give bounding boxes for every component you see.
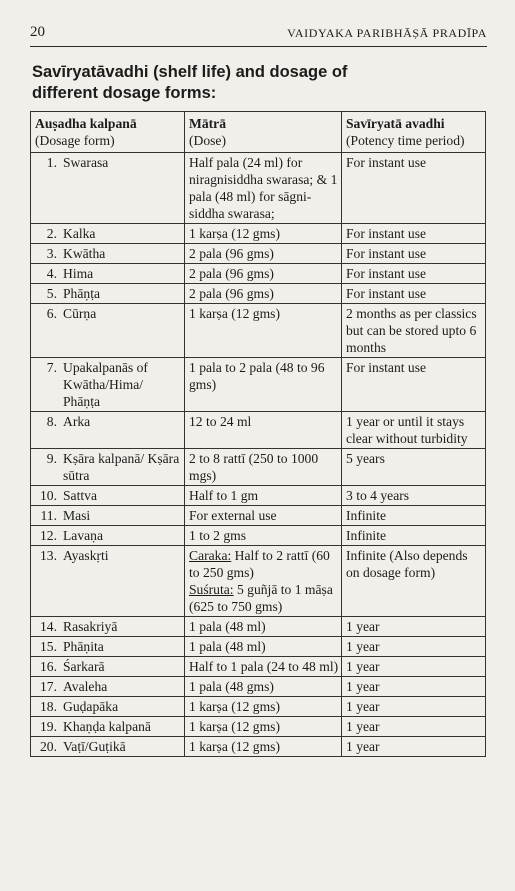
- dosage-form-cell: [31, 617, 185, 637]
- page-header: [30, 22, 487, 47]
- potency-cell: [342, 717, 486, 737]
- dosage-form-cell: [31, 506, 185, 526]
- dosage-form-name: Upakalpanās of Kwātha/Hima/ Phāṇṭa: [63, 360, 148, 409]
- dosage-form-cell: [31, 526, 185, 546]
- potency-cell: [342, 304, 486, 358]
- dose-cell: [185, 449, 342, 486]
- dosage-form-name: Khaṇḍa kalpanā: [63, 719, 151, 734]
- table-row: [31, 657, 486, 677]
- dosage-form-name: Kalka: [63, 226, 96, 241]
- potency-cell: [342, 737, 486, 757]
- dosage-form-cell: [31, 284, 185, 304]
- dosage-form-cell: [31, 264, 185, 284]
- table-row: [31, 264, 486, 284]
- table-row: [31, 284, 486, 304]
- potency-cell: [342, 224, 486, 244]
- dose-cell: [185, 697, 342, 717]
- table-row: [31, 153, 486, 224]
- potency-text: For instant use: [346, 360, 427, 375]
- dose-text: 1 karṣa (12 gms): [189, 699, 280, 714]
- dosage-form-name: Hima: [63, 266, 94, 281]
- dose-cell: [185, 153, 342, 224]
- dosage-form-cell: [31, 244, 185, 264]
- table-row: [31, 304, 486, 358]
- section-title: Savīryatāvadhi (shelf life) and dosage of different dosage forms:: [32, 63, 348, 102]
- dosage-form-cell: [31, 546, 185, 617]
- table-row: [31, 506, 486, 526]
- dose-text: 1 to 2 gms: [189, 528, 247, 543]
- dosage-form-cell: [31, 224, 185, 244]
- row-number: 13.: [40, 548, 57, 563]
- dosage-form-name: Guḍapāka: [63, 699, 119, 714]
- dose-text: 2 pala (96 gms): [189, 246, 274, 261]
- row-number: 1.: [46, 155, 57, 170]
- dosage-form-name: Phāṇita: [63, 639, 104, 654]
- row-number: 12.: [40, 528, 57, 543]
- column-header-subtitle: (Dosage form): [35, 133, 115, 148]
- row-number: 8.: [46, 414, 57, 429]
- potency-text: For instant use: [346, 226, 427, 241]
- table-row: [31, 358, 486, 412]
- table-row: [31, 697, 486, 717]
- dose-cell: [185, 264, 342, 284]
- table-row: [31, 546, 486, 617]
- potency-text: 3 to 4 years: [346, 488, 410, 503]
- potency-cell: [342, 677, 486, 697]
- dose-source-label: Suśruta:: [189, 582, 234, 597]
- column-header-form: [31, 112, 185, 153]
- dosage-form-cell: [31, 717, 185, 737]
- table-row: [31, 617, 486, 637]
- dosage-form-name: Rasakriyā: [63, 619, 118, 634]
- potency-cell: [342, 546, 486, 617]
- dose-text: 2 to 8 rattī (250 to 1000 mgs): [189, 451, 319, 483]
- dosage-form-cell: [31, 449, 185, 486]
- potency-text: 1 year: [346, 659, 380, 674]
- dosage-form-name: Masi: [63, 508, 91, 523]
- dosage-form-name: Sattva: [63, 488, 97, 503]
- dosage-form-name: Vaṭī/Guṭikā: [63, 739, 126, 754]
- column-header-subtitle: (Dose): [189, 133, 226, 148]
- dosage-form-cell: [31, 412, 185, 449]
- row-number: 6.: [46, 306, 57, 321]
- column-header-title: Savīryatā avadhi: [346, 116, 445, 131]
- potency-cell: [342, 617, 486, 637]
- dose-cell: [185, 657, 342, 677]
- column-header-dose: [185, 112, 342, 153]
- dose-cell: [185, 284, 342, 304]
- potency-text: Infinite: [346, 508, 387, 523]
- dosage-form-name: Kṣāra kalpanā/ Kṣāra sūtra: [63, 451, 180, 483]
- row-number: 17.: [40, 679, 57, 694]
- dose-text: Half to 1 pala (24 to 48 ml): [189, 659, 339, 674]
- dosage-form-name: Lavaṇa: [63, 528, 103, 543]
- dosage-form-cell: [31, 677, 185, 697]
- potency-cell: [342, 284, 486, 304]
- potency-text: 1 year: [346, 719, 380, 734]
- dose-cell: [185, 244, 342, 264]
- row-number: 19.: [40, 719, 57, 734]
- dosage-form-name: Swarasa: [63, 155, 109, 170]
- dose-cell: [185, 506, 342, 526]
- column-header-title: Auṣadha kalpanā: [35, 116, 137, 131]
- potency-text: 1 year: [346, 679, 380, 694]
- table-header-row: [31, 112, 486, 153]
- dose-text: 1 karṣa (12 gms): [189, 739, 280, 754]
- potency-cell: [342, 244, 486, 264]
- potency-cell: [342, 657, 486, 677]
- column-header-title: Mātrā: [189, 116, 226, 131]
- row-number: 5.: [46, 286, 57, 301]
- dosage-form-name: Arka: [63, 414, 91, 429]
- dose-text: Half to 2 rattī (60 to 250 gms): [189, 548, 330, 580]
- dose-cell: [185, 526, 342, 546]
- dose-cell: [185, 637, 342, 657]
- row-number: 18.: [40, 699, 57, 714]
- dose-text: 5 guñjā to 1 māṣa (625 to 750 gms): [189, 582, 333, 614]
- potency-cell: [342, 264, 486, 284]
- potency-cell: [342, 637, 486, 657]
- dose-text: 1 pala (48 ml): [189, 639, 266, 654]
- potency-text: 1 year or until it stays clear without turbidity: [346, 414, 468, 446]
- column-header-potency: [342, 112, 486, 153]
- potency-cell: [342, 697, 486, 717]
- dosage-form-cell: [31, 153, 185, 224]
- dose-text: For external use: [189, 508, 277, 523]
- potency-text: 5 years: [346, 451, 385, 466]
- dosage-form-name: Ayaskṛti: [63, 548, 109, 563]
- dose-text: 1 pala to 2 pala (48 to 96 gms): [189, 360, 325, 392]
- dose-cell: [185, 224, 342, 244]
- potency-cell: [342, 486, 486, 506]
- dose-cell: [185, 617, 342, 637]
- dose-text: Half to 1 gm: [189, 488, 259, 503]
- dosage-form-name: Cūrṇa: [63, 306, 97, 321]
- dosage-form-cell: [31, 657, 185, 677]
- column-header-subtitle: (Potency time period): [346, 133, 465, 148]
- row-number: 9.: [46, 451, 57, 466]
- table-row: [31, 737, 486, 757]
- dose-text: 1 karṣa (12 gms): [189, 306, 280, 321]
- potency-text: For instant use: [346, 266, 427, 281]
- dose-text: 1 pala (48 ml): [189, 619, 266, 634]
- table-row: [31, 526, 486, 546]
- potency-text: 1 year: [346, 699, 380, 714]
- row-number: 11.: [40, 508, 57, 523]
- table-row: [31, 224, 486, 244]
- table-row: [31, 717, 486, 737]
- dose-text: 2 pala (96 gms): [189, 266, 274, 281]
- potency-cell: [342, 412, 486, 449]
- dose-text: Half pala (24 ml) for niragnisiddha swarasa; & 1 pala (48 ml) for sāgni-siddha swarasa;: [189, 155, 338, 221]
- row-number: 2.: [46, 226, 57, 241]
- potency-text: 1 year: [346, 739, 380, 754]
- table-row: [31, 637, 486, 657]
- dose-text: 2 pala (96 gms): [189, 286, 274, 301]
- row-number: 4.: [46, 266, 57, 281]
- dosage-form-name: Kwātha: [63, 246, 106, 261]
- dose-cell: [185, 546, 342, 617]
- table-row: [31, 412, 486, 449]
- dose-cell: [185, 717, 342, 737]
- dosage-form-name: Śarkarā: [63, 659, 105, 674]
- potency-cell: [342, 506, 486, 526]
- potency-text: For instant use: [346, 155, 427, 170]
- potency-text: For instant use: [346, 286, 427, 301]
- potency-text: 1 year: [346, 619, 380, 634]
- dose-cell: [185, 486, 342, 506]
- row-number: 3.: [46, 246, 57, 261]
- table-row: [31, 486, 486, 506]
- dose-cell: [185, 737, 342, 757]
- dosage-form-name: Avaleha: [63, 679, 108, 694]
- row-number: 16.: [40, 659, 57, 674]
- row-number: 15.: [40, 639, 57, 654]
- dose-text: 1 pala (48 gms): [189, 679, 274, 694]
- dosage-form-cell: [31, 637, 185, 657]
- table-row: [31, 244, 486, 264]
- potency-text: Infinite: [346, 528, 387, 543]
- dosage-form-cell: [31, 304, 185, 358]
- row-number: 14.: [40, 619, 57, 634]
- row-number: 7.: [46, 360, 57, 375]
- row-number: 10.: [40, 488, 57, 503]
- dose-cell: [185, 677, 342, 697]
- dose-text: 1 karṣa (12 gms): [189, 719, 280, 734]
- potency-cell: [342, 526, 486, 546]
- dosage-form-cell: [31, 737, 185, 757]
- dosage-form-name: Phāṇṭa: [63, 286, 100, 301]
- row-number: 20.: [40, 739, 57, 754]
- potency-text: 2 months as per classics but can be stored upto 6 months: [346, 306, 477, 355]
- potency-cell: [342, 153, 486, 224]
- dose-source-label: Caraka:: [189, 548, 232, 563]
- dose-text: 1 karṣa (12 gms): [189, 226, 280, 241]
- potency-cell: [342, 358, 486, 412]
- dose-cell: [185, 304, 342, 358]
- dose-cell: [185, 358, 342, 412]
- dosage-form-cell: [31, 358, 185, 412]
- potency-text: For instant use: [346, 246, 427, 261]
- dose-text: 12 to 24 ml: [189, 414, 252, 429]
- running-title: VAIDYAKA PARIBHĀṢĀ PRADĪPA: [287, 26, 487, 40]
- table-row: [31, 449, 486, 486]
- dosage-form-cell: [31, 697, 185, 717]
- potency-cell: [342, 449, 486, 486]
- table-row: [31, 677, 486, 697]
- dosage-table: [30, 111, 486, 757]
- dosage-form-cell: [31, 486, 185, 506]
- potency-text: Infinite (Also depends on dosage form): [346, 548, 468, 580]
- potency-text: 1 year: [346, 639, 380, 654]
- dose-cell: [185, 412, 342, 449]
- page-number: 20: [30, 24, 45, 40]
